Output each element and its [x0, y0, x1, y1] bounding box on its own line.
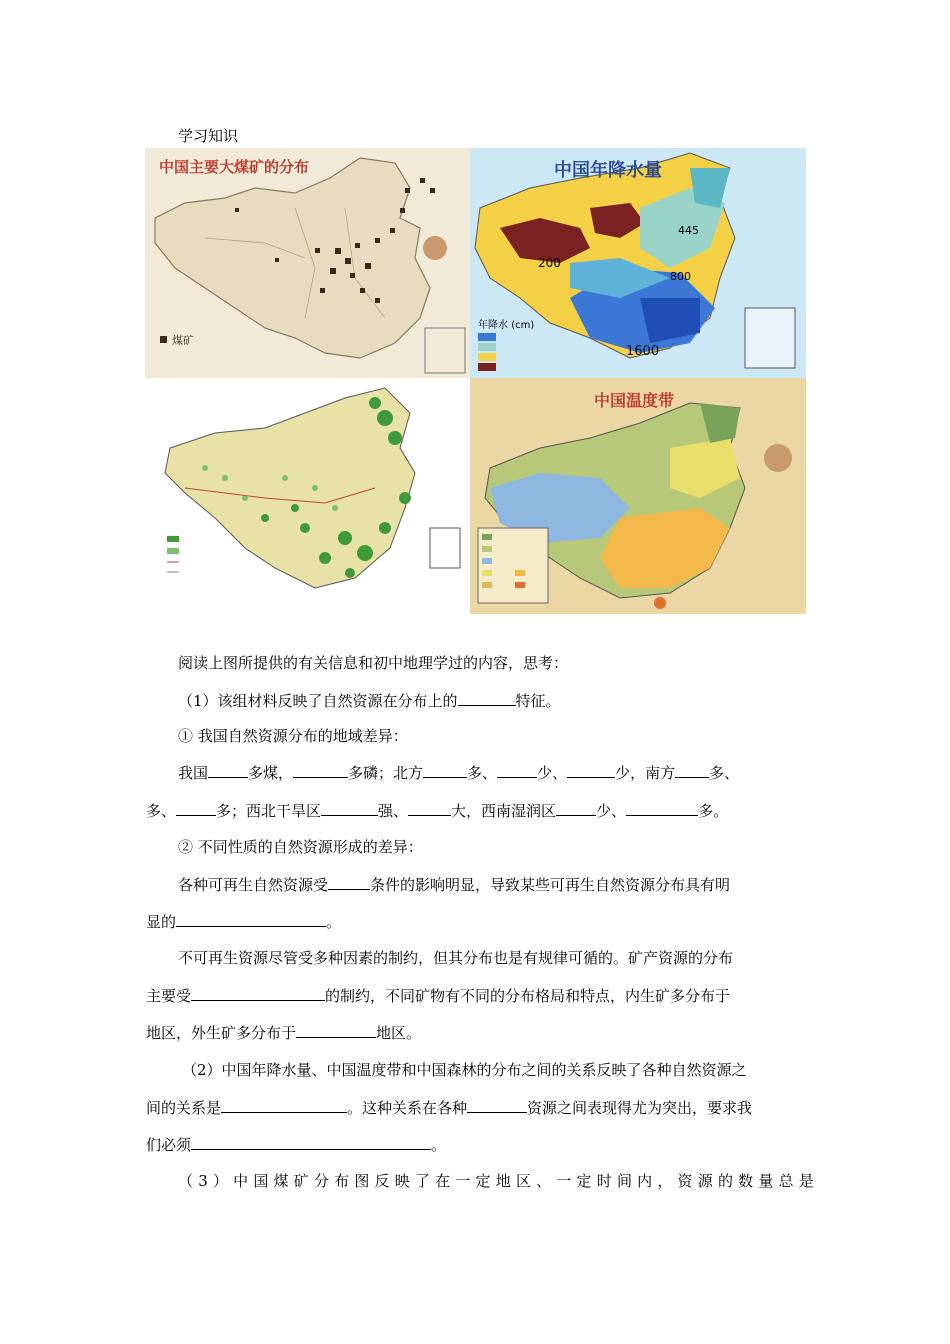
l2-b: 多；西北干旱区	[216, 802, 322, 820]
section-heading: 学习知识	[178, 127, 239, 145]
l2-e: 少、	[596, 802, 627, 820]
fill-line-3	[178, 874, 730, 895]
l4-a: 显的	[146, 913, 177, 931]
answer-blank[interactable]	[296, 1022, 376, 1038]
map-figure-grid	[145, 148, 806, 614]
l2-f: 多。	[698, 802, 729, 820]
intro-text: 阅读上图所提供的有关信息和初中地理学过的内容，思考：	[178, 654, 569, 672]
l3-a: 各种可再生自然资源受	[178, 876, 329, 894]
answer-blank[interactable]	[191, 985, 325, 1001]
l7-b: 地区。	[376, 1024, 422, 1042]
sub-heading-1: ① 我国自然资源分布的地域差异：	[178, 727, 408, 745]
l2-c: 强、	[378, 802, 409, 820]
legend-unit-text: (cm)	[511, 320, 535, 331]
answer-blank[interactable]	[221, 1097, 347, 1113]
l1-b: 多煤，	[248, 764, 294, 782]
answer-blank[interactable]	[191, 1134, 431, 1150]
paragraph-line-5: 不可再生资源尽管受多种因素的制约，但其分布也是有规律可循的。矿产资源的分布	[178, 949, 734, 967]
q1-text-b: 特征。	[515, 692, 561, 710]
l8-a: 间的关系是	[146, 1099, 222, 1117]
answer-blank[interactable]	[321, 800, 378, 816]
l1-a: 我国	[178, 764, 209, 782]
answer-blank[interactable]	[423, 762, 467, 778]
forest-map	[145, 378, 470, 614]
precipitation-legend-title	[478, 316, 534, 331]
coal-map-legend: 煤矿	[172, 334, 194, 347]
l1-f: 少，南方	[615, 764, 676, 782]
l1-e: 少、	[537, 764, 568, 782]
l1-g: 多、	[709, 764, 740, 782]
question-1	[178, 690, 561, 711]
l7-a: 地区，外生矿多分布于	[146, 1024, 297, 1042]
fill-line-9	[146, 1134, 446, 1155]
isohyet-445: 445	[678, 224, 699, 237]
precipitation-map-title: 中国年降水量	[554, 160, 662, 181]
answer-blank[interactable]	[328, 874, 370, 890]
precipitation-map	[470, 148, 806, 378]
fill-line-1	[178, 762, 739, 783]
l2-d: 大，西南湿润区	[451, 802, 557, 820]
coal-mine-map	[145, 148, 470, 378]
l8-c: 资源之间表现得尤为突出，要求我	[527, 1099, 753, 1117]
fill-line-8	[146, 1097, 752, 1118]
isohyet-200: 200	[538, 256, 561, 270]
fill-line-2	[146, 800, 728, 821]
l1-c: 多磷；北方	[348, 764, 424, 782]
l6-b: 的制约，不同矿物有不同的分布格局和特点，内生矿多分布于	[325, 987, 731, 1005]
q1-text-a: （1）该组材料反映了自然资源在分布上的	[178, 692, 458, 710]
coal-map-title: 中国主要大煤矿的分布	[159, 158, 310, 176]
sub-heading-2: ② 不同性质的自然资源形成的差异：	[178, 838, 423, 856]
l9-b: 。	[431, 1136, 447, 1154]
answer-blank[interactable]	[176, 911, 326, 927]
answer-blank[interactable]	[556, 800, 596, 816]
l3-b: 条件的影响明显，导致某些可再生自然资源分布具有明	[370, 876, 731, 894]
temperature-map-graphic	[470, 378, 806, 614]
forest-map-graphic	[145, 378, 470, 614]
l4-b: 。	[326, 913, 342, 931]
answer-blank[interactable]	[626, 800, 698, 816]
answer-blank[interactable]	[458, 690, 516, 706]
l6-a: 主要受	[146, 987, 192, 1005]
l1-d: 多、	[467, 764, 498, 782]
answer-blank[interactable]	[675, 762, 709, 778]
legend-title-text: 年降水	[478, 320, 508, 331]
fill-line-4	[146, 911, 341, 932]
l9-a: 们必须	[146, 1136, 192, 1154]
question-2: （2）中国年降水量、中国温度带和中国森林的分布之间的关系反映了各种自然资源之	[182, 1061, 747, 1079]
answer-blank[interactable]	[176, 800, 216, 816]
fill-line-7	[146, 1022, 421, 1043]
isohyet-1600: 1600	[626, 344, 660, 359]
answer-blank[interactable]	[567, 762, 615, 778]
l2-a: 多、	[146, 802, 177, 820]
answer-blank[interactable]	[497, 762, 537, 778]
temperature-zone-map	[470, 378, 806, 614]
l8-b: 。这种关系在各种	[347, 1099, 468, 1117]
temperature-map-title: 中国温度带	[594, 391, 675, 410]
answer-blank[interactable]	[208, 762, 248, 778]
answer-blank[interactable]	[293, 762, 348, 778]
answer-blank[interactable]	[408, 800, 451, 816]
question-3: （3）中国煤矿分布图反映了在一定地区、一定时间内，资源的数量总是	[178, 1172, 819, 1190]
isohyet-800: 800	[670, 270, 691, 283]
fill-line-6	[146, 985, 730, 1006]
answer-blank[interactable]	[467, 1097, 527, 1113]
